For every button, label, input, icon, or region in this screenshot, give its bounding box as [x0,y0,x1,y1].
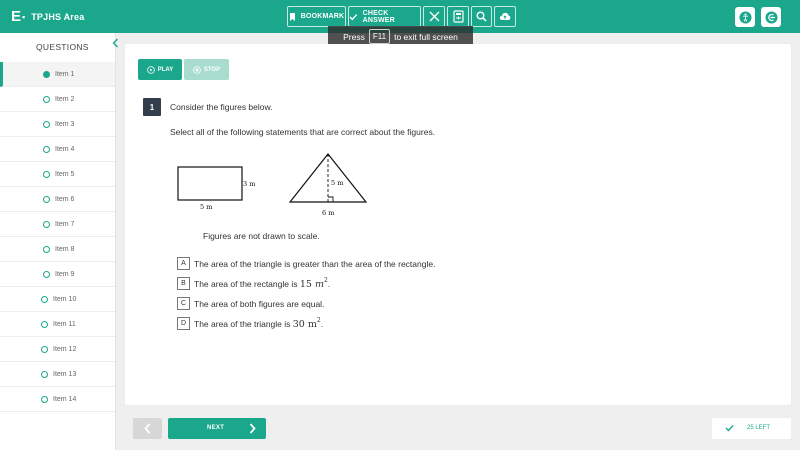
item-status-dot [41,346,48,353]
sidebar-item[interactable] [0,112,116,137]
app-title: TPJHS Area [31,11,85,22]
sidebar-item-label: Item 9 [55,271,75,278]
question-sidebar [0,33,116,450]
math-exponent: 2 [323,277,328,284]
choice-a[interactable] [177,257,435,270]
item-status-dot [43,146,50,153]
question-prompt: Consider the figures below. [170,102,273,112]
chevron-right-icon [249,423,256,434]
back-button[interactable] [133,418,162,439]
sidebar-item[interactable] [0,337,116,362]
choice-text [194,277,330,290]
item-status-dot [41,321,48,328]
question-figure [172,150,372,220]
tri-base-label: 6 m [322,209,335,217]
zoom-button[interactable] [471,6,492,27]
close-icon [429,11,440,22]
check-icon [725,424,734,432]
sidebar-item[interactable] [0,187,116,212]
sidebar-item[interactable] [0,162,116,187]
collapse-sidebar-button[interactable] [110,37,120,49]
choice-text-pre: The area of the triangle is [194,319,293,329]
item-status-dot [43,246,50,253]
stop-button[interactable] [184,59,229,80]
question-instruction: Select all of the following statements that are correct about the figures. [170,127,436,137]
math-unit: m [314,279,324,290]
choice-b[interactable] [177,277,330,290]
brand-separator: ▪ [22,11,26,22]
bookmark-button[interactable] [287,6,346,27]
sidebar-item-label: Item 7 [55,221,75,228]
brand [11,0,84,33]
sidebar-item-label: Item 14 [53,396,77,403]
choice-letter: D [177,317,190,330]
sidebar-item-label: Item 2 [55,96,75,103]
sidebar-item[interactable] [0,137,116,162]
check-answer-button[interactable] [348,6,421,27]
accessibility-button[interactable] [735,7,755,27]
sidebar-item-label: Item 11 [53,321,76,328]
item-status-dot [43,196,50,203]
choice-text-post: . [327,279,331,289]
stop-label: STOP [203,66,221,73]
choice-text-pre: The area of the rectangle is [194,279,300,289]
item-status-dot [43,221,50,228]
cloud-upload-icon [499,12,511,21]
choice-math [292,317,324,330]
choice-letter: A [177,257,190,270]
math-unit: m [307,319,317,330]
upload-button[interactable] [494,6,516,27]
sidebar-item[interactable] [0,62,116,87]
triangle-figure [290,154,366,217]
rect-height-label: 3 m [243,180,256,188]
remaining-items-button[interactable] [712,418,791,439]
item-status-dot [43,171,50,178]
exit-button[interactable] [761,7,781,27]
sidebar-item[interactable] [0,262,116,287]
rectangle-figure [178,167,255,211]
play-icon [147,66,155,74]
sidebar-item-label: Item 13 [53,371,77,378]
play-button[interactable] [138,59,182,80]
tooltip-key: F11 [369,29,390,44]
math-exponent: 2 [316,317,321,324]
next-button[interactable] [168,418,266,439]
choice-text: The area of both figures are equal. [194,298,325,309]
item-status-dot [43,71,50,78]
calculator-button[interactable] [447,6,469,27]
calculator-icon [453,10,464,23]
sidebar-item-label: Item 6 [55,196,75,203]
sidebar-item[interactable] [0,237,116,262]
item-status-dot [43,121,50,128]
math-number: 15 [299,279,312,290]
question-card [125,44,791,405]
question-number: 1 [143,98,161,116]
search-icon [476,11,487,22]
sidebar-item[interactable] [0,287,116,312]
sidebar-item-label: Item 8 [55,246,75,253]
stop-icon [193,66,201,74]
next-label: NEXT [207,425,225,431]
chevron-left-icon [144,423,151,434]
sidebar-item[interactable] [0,387,116,412]
item-status-dot [43,96,50,103]
sidebar-header [0,33,116,61]
choice-letter: C [177,297,190,310]
play-label: PLAY [157,66,174,73]
check-answer-label: CHECK ANSWER [362,9,395,24]
choice-c[interactable] [177,297,324,310]
eliminate-answer-button[interactable] [423,6,445,27]
app-logo: E [11,8,21,25]
item-status-dot [41,296,48,303]
bookmark-icon [289,13,296,21]
exit-icon [765,11,778,24]
math-number: 30 [292,319,305,330]
bookmark-label: BOOKMARK [300,13,345,20]
item-status-dot [41,371,48,378]
sidebar-item-label: Item 12 [53,346,77,353]
figure-note: Figures are not drawn to scale. [203,231,320,241]
choice-text: The area of the triangle is greater than the area of the rectangle. [194,258,436,269]
sidebar-item-label: Item 5 [55,171,75,178]
choice-letter: B [177,277,190,290]
sidebar-title: QUESTIONS [36,42,89,52]
sidebar-item-label: Item 10 [53,296,77,303]
sidebar-item[interactable] [0,362,116,387]
tri-height-label: 5 m [331,179,344,187]
sidebar-item-label: Item 1 [55,71,75,78]
remaining-count-label: 25 LEFT [747,425,771,431]
choice-text-post: . [320,319,324,329]
tooltip-press: Press [343,31,365,42]
check-icon [349,13,358,21]
choice-text [194,317,323,330]
choice-d[interactable] [177,317,323,330]
question-list [0,62,116,412]
tooltip-rest: to exit full screen [394,31,458,42]
item-status-dot [41,396,48,403]
rect-width-label: 5 m [200,203,213,211]
item-status-dot [43,271,50,278]
sidebar-item[interactable] [0,87,116,112]
sidebar-item[interactable] [0,212,116,237]
sidebar-item[interactable] [0,312,116,337]
accessibility-icon [739,11,752,24]
sidebar-item-label: Item 3 [55,121,75,128]
chevron-left-icon [112,38,119,48]
sidebar-item-label: Item 4 [55,146,75,153]
choice-math [299,277,331,290]
